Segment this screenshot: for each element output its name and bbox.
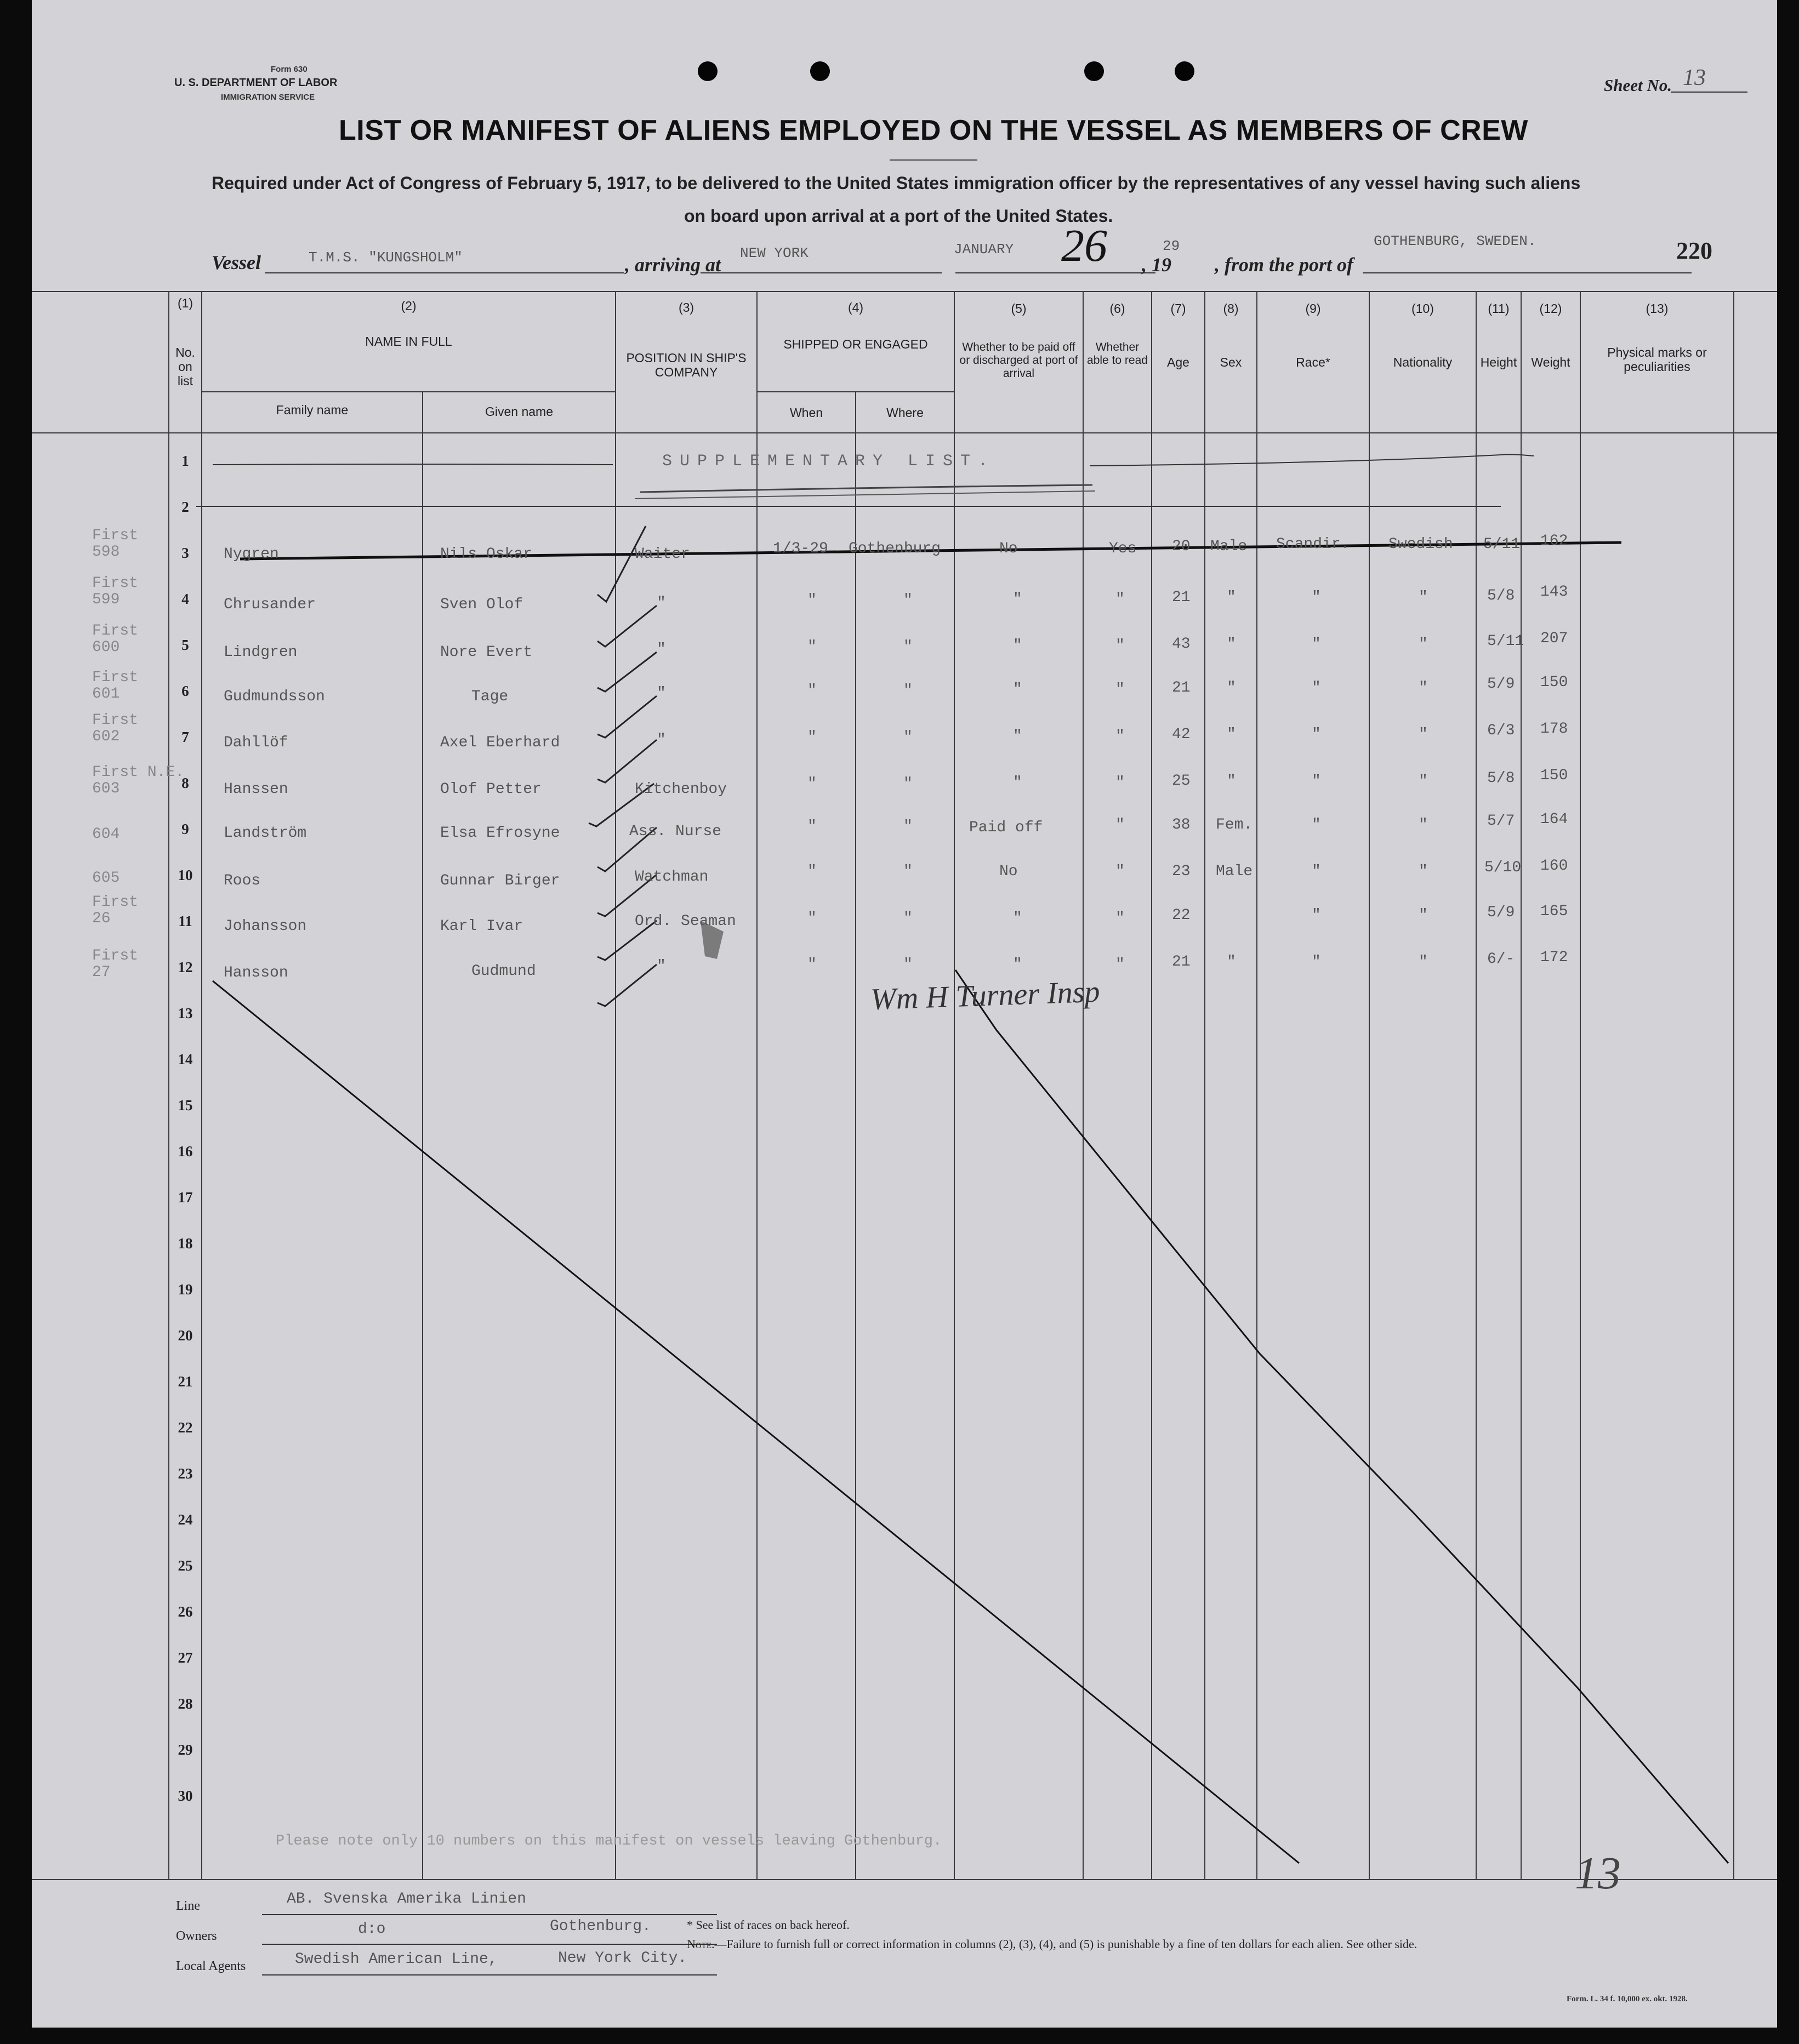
race: " xyxy=(1312,589,1321,606)
weight: 143 xyxy=(1540,584,1568,601)
position: " xyxy=(657,685,666,702)
row-number: 26 xyxy=(178,1603,193,1620)
year-label: , 19 xyxy=(1142,254,1171,276)
position: Watchman xyxy=(635,869,709,886)
arrival-day: 26 xyxy=(1061,220,1107,271)
weight: 207 xyxy=(1540,630,1568,647)
col-4-header: SHIPPED OR ENGAGED xyxy=(783,337,928,351)
margin-note: 604 xyxy=(92,826,120,843)
col-10-header: Nationality xyxy=(1393,355,1453,369)
col-13-number: (13) xyxy=(1646,301,1669,316)
vessel-name: T.M.S. "KUNGSHOLM" xyxy=(309,249,463,266)
paid-off: " xyxy=(1013,910,1022,927)
margin-note: First N.E. 603 xyxy=(92,764,185,797)
margin-note: First 599 xyxy=(92,575,139,608)
owners-value: d:o xyxy=(358,1921,386,1938)
gothenburg-note: Please note only 10 numbers on this manifest on vessels leaving Gothenburg. xyxy=(276,1833,942,1849)
departure-port: GOTHENBURG, SWEDEN. xyxy=(1374,233,1536,249)
height: 5/11 xyxy=(1483,536,1521,553)
from-port-label: , from the port of xyxy=(1215,254,1354,276)
col-4b-header: Where xyxy=(886,406,924,420)
col-12-header: Weight xyxy=(1531,355,1570,369)
able-to-read: Yes xyxy=(1109,540,1137,557)
col-8-header: Sex xyxy=(1220,355,1242,369)
family-name: Chrusander xyxy=(224,596,316,613)
given-name: Elsa Efrosyne xyxy=(440,825,560,842)
age: 22 xyxy=(1172,907,1191,924)
manifest-number: 220 xyxy=(1676,237,1712,264)
nationality: " xyxy=(1419,954,1428,970)
able-to-read: " xyxy=(1115,956,1125,973)
sex: " xyxy=(1227,954,1236,970)
age: 21 xyxy=(1172,680,1191,696)
col-11-number: (11) xyxy=(1488,301,1510,316)
row-number: 24 xyxy=(178,1511,193,1528)
shipped-where: Gothenburg xyxy=(849,540,941,557)
note-text: —Failure to furnish full or correct information in columns (2), (3), (4), and (5) is punishable by a fine of ten dollars for each alien. See other side. xyxy=(714,1937,1417,1951)
race: " xyxy=(1312,636,1321,653)
paid-off: " xyxy=(1013,774,1022,791)
sheet-number: 13 xyxy=(1683,65,1706,90)
paid-off: " xyxy=(1013,637,1022,654)
col-6-header: Whether able to read xyxy=(1087,341,1148,367)
margin-note: First 602 xyxy=(92,712,139,745)
sex: " xyxy=(1227,773,1236,790)
row-number: 15 xyxy=(178,1097,193,1114)
shipped-when: " xyxy=(807,818,817,835)
nationality: " xyxy=(1419,907,1428,924)
owners-city: Gothenburg. xyxy=(550,1918,651,1935)
margin-note: First 26 xyxy=(92,894,139,927)
sex: Male xyxy=(1216,863,1253,880)
able-to-read: " xyxy=(1115,817,1125,833)
race: " xyxy=(1312,726,1321,743)
family-name: Johansson xyxy=(224,918,307,935)
owners-underline xyxy=(262,1944,717,1945)
handwritten-page-number: 13 xyxy=(1575,1848,1621,1899)
row-number: 25 xyxy=(178,1557,193,1574)
height: 5/11 xyxy=(1487,633,1524,650)
able-to-read: " xyxy=(1115,728,1125,745)
position: Kitchenboy xyxy=(635,781,727,798)
paid-off: " xyxy=(1013,591,1022,608)
weight: 162 xyxy=(1540,533,1568,550)
shipped-where: " xyxy=(903,863,913,880)
able-to-read: " xyxy=(1115,637,1125,654)
sex: " xyxy=(1227,589,1236,606)
row-number: 7 xyxy=(181,729,189,745)
shipped-when: " xyxy=(807,956,817,973)
sex: Male xyxy=(1210,538,1248,555)
col-7-number: (7) xyxy=(1170,301,1186,316)
arrival-port: NEW YORK xyxy=(740,245,809,261)
family-name: Gudmundsson xyxy=(224,688,325,705)
given-name: Sven Olof xyxy=(440,596,523,613)
row-number: 8 xyxy=(181,775,189,791)
able-to-read: " xyxy=(1115,910,1125,927)
races-note: * See list of races on back hereof. xyxy=(687,1918,850,1932)
shipped-when: 1/3-29 xyxy=(773,540,828,557)
margin-note: First 27 xyxy=(92,947,139,981)
age: 43 xyxy=(1172,636,1191,653)
weight: 160 xyxy=(1540,858,1568,875)
sheet-label: Sheet No. xyxy=(1604,76,1672,95)
row-number: 18 xyxy=(178,1235,193,1252)
given-name: Nore Evert xyxy=(440,644,533,661)
paid-off: " xyxy=(1013,956,1022,973)
row-number: 27 xyxy=(178,1649,193,1666)
shipped-where: " xyxy=(903,729,913,746)
race: Scandir. xyxy=(1276,536,1350,553)
margin-note: First 600 xyxy=(92,623,139,656)
row-number: 2 xyxy=(181,499,189,515)
paid-off: " xyxy=(1013,728,1022,745)
position: " xyxy=(657,958,666,975)
given-name: Karl Ivar xyxy=(440,918,523,935)
agents-label: Local Agents xyxy=(176,1959,246,1973)
nationality: " xyxy=(1419,817,1428,833)
sex: " xyxy=(1227,636,1236,653)
paid-off: " xyxy=(1013,681,1022,698)
row-number: 13 xyxy=(178,1005,193,1021)
agents-underline xyxy=(262,1974,717,1976)
able-to-read: " xyxy=(1115,774,1125,791)
vessel-label: Vessel xyxy=(212,252,261,273)
arriving-label: , arriving at xyxy=(625,254,721,276)
able-to-read: " xyxy=(1115,863,1125,880)
col-2b-header: Given name xyxy=(485,404,553,419)
weight: 172 xyxy=(1540,949,1568,966)
shipped-when: " xyxy=(807,638,817,655)
note-label: Note. xyxy=(687,1937,715,1951)
row-number: 9 xyxy=(181,821,189,837)
position: " xyxy=(657,595,666,612)
sex: " xyxy=(1227,726,1236,743)
race: " xyxy=(1312,773,1321,790)
height: 6/3 xyxy=(1487,722,1515,739)
position: " xyxy=(657,732,666,749)
row-number: 4 xyxy=(181,591,189,607)
agents-value: Swedish American Line, xyxy=(295,1951,498,1968)
col-2a-header: Family name xyxy=(276,403,349,417)
weight: 165 xyxy=(1540,903,1568,920)
given-name: Gudmund xyxy=(471,963,536,980)
row-number: 14 xyxy=(178,1051,193,1067)
shipped-where: " xyxy=(903,592,913,609)
height: 6/- xyxy=(1487,951,1515,968)
row-number: 11 xyxy=(178,913,192,929)
shipped-when: " xyxy=(807,775,817,792)
position: Ord. Seaman xyxy=(635,913,736,930)
family-name: Nygren xyxy=(224,546,279,563)
col-3-number: (3) xyxy=(678,300,694,315)
shipped-where: " xyxy=(903,818,913,835)
family-name: Hanssen xyxy=(224,781,288,798)
col-8-number: (8) xyxy=(1223,301,1239,316)
supplementary-list-label: SUPPLEMENTARY LIST. xyxy=(662,452,996,471)
col-4a-header: When xyxy=(789,406,823,420)
position: Ass. Nurse xyxy=(629,823,722,840)
shipped-where: " xyxy=(903,638,913,655)
age: 21 xyxy=(1172,954,1191,970)
row-number: 3 xyxy=(181,545,189,561)
shipped-where: " xyxy=(903,682,913,699)
service-name: IMMIGRATION SERVICE xyxy=(221,93,315,102)
shipped-when: " xyxy=(807,592,817,609)
height: 5/7 xyxy=(1487,813,1515,830)
weight: 150 xyxy=(1540,674,1568,691)
weight: 164 xyxy=(1540,811,1568,828)
row-number: 10 xyxy=(178,867,193,883)
paid-off: Paid off xyxy=(969,819,1043,836)
col-11-header: Height xyxy=(1480,355,1517,369)
race: " xyxy=(1312,907,1321,924)
row-number: 16 xyxy=(178,1143,193,1160)
page-title: LIST OR MANIFEST OF ALIENS EMPLOYED ON THE VESSEL AS MEMBERS OF CREW xyxy=(339,115,1528,146)
row-number: 1 xyxy=(181,453,189,469)
margin-note: First 598 xyxy=(92,527,139,561)
row-number: 28 xyxy=(178,1695,193,1712)
arrival-year: 29 xyxy=(1163,238,1180,254)
line-underline xyxy=(262,1914,717,1915)
age: 20 xyxy=(1172,538,1191,555)
row-number: 12 xyxy=(178,959,193,975)
family-name: Roos xyxy=(224,872,261,889)
line-label: Line xyxy=(176,1899,200,1913)
able-to-read: " xyxy=(1115,591,1125,608)
line-value: AB. Svenska Amerika Linien xyxy=(287,1891,526,1908)
row-number: 5 xyxy=(181,637,189,653)
shipped-when: " xyxy=(807,682,817,699)
col-10-number: (10) xyxy=(1411,301,1434,316)
margin-note: First 601 xyxy=(92,669,139,703)
age: 21 xyxy=(1172,589,1191,606)
col-12-number: (12) xyxy=(1539,301,1562,316)
sex: " xyxy=(1227,680,1236,696)
height: 5/8 xyxy=(1487,770,1515,787)
col-3-header: POSITION IN SHIP'S COMPANY xyxy=(626,351,747,379)
age: 38 xyxy=(1172,817,1191,833)
nationality: " xyxy=(1419,726,1428,743)
weight: 178 xyxy=(1540,721,1568,738)
given-name: Gunnar Birger xyxy=(440,872,560,889)
family-name: Landström xyxy=(224,825,307,842)
sex: Fem. xyxy=(1216,817,1253,833)
row-number: 6 xyxy=(181,683,189,699)
shipped-when: " xyxy=(807,910,817,927)
col-7-header: Age xyxy=(1167,355,1189,369)
owners-label: Owners xyxy=(176,1929,217,1943)
shipped-when: " xyxy=(807,863,817,880)
family-name: Dahllöf xyxy=(224,734,288,751)
race: " xyxy=(1312,954,1321,970)
agents-city: New York City. xyxy=(558,1950,687,1967)
department-name: U. S. DEPARTMENT OF LABOR xyxy=(174,77,338,89)
col-5-number: (5) xyxy=(1011,301,1027,316)
col-9-number: (9) xyxy=(1305,301,1321,316)
weight: 150 xyxy=(1540,767,1568,784)
col-9-header: Race* xyxy=(1296,355,1330,369)
row-number: 19 xyxy=(178,1281,193,1298)
row-number: 23 xyxy=(178,1465,193,1482)
nationality: " xyxy=(1419,680,1428,696)
row-number: 21 xyxy=(178,1373,193,1390)
given-name: Axel Eberhard xyxy=(440,734,560,751)
nationality: " xyxy=(1419,636,1428,653)
nationality: Swedish xyxy=(1388,536,1453,553)
row-number: 20 xyxy=(178,1327,193,1344)
age: 23 xyxy=(1172,863,1191,880)
inspector-signature: Wm H Turner Insp xyxy=(870,974,1101,1017)
race: " xyxy=(1312,863,1321,880)
nationality: " xyxy=(1419,773,1428,790)
family-name: Hansson xyxy=(224,964,288,981)
family-name: Lindgren xyxy=(224,644,298,661)
shipped-where: " xyxy=(903,956,913,973)
margin-note: 605 xyxy=(92,870,120,887)
height: 5/9 xyxy=(1487,676,1515,693)
nationality: " xyxy=(1419,863,1428,880)
manifest-page xyxy=(32,0,1777,2028)
height: 5/10 xyxy=(1484,859,1522,876)
race: " xyxy=(1312,680,1321,696)
given-name: Olof Petter xyxy=(440,781,542,798)
subtitle-line-1: Required under Act of Congress of February 5, 1917, to be delivered to the United States immigration officer by the representatives of any vessel having such aliens xyxy=(212,173,1581,193)
row-number: 29 xyxy=(178,1742,193,1758)
row-number: 22 xyxy=(178,1419,193,1436)
col-4-number: (4) xyxy=(847,300,864,315)
position: Waiter xyxy=(635,546,690,563)
given-name: Tage xyxy=(471,688,509,705)
given-name: Nils Oskar xyxy=(440,546,533,563)
height: 5/8 xyxy=(1487,587,1515,604)
row-number: 30 xyxy=(178,1788,193,1804)
row-number: 17 xyxy=(178,1189,193,1206)
paid-off: No xyxy=(999,863,1018,880)
shipped-when: " xyxy=(807,729,817,746)
col-1-number: (1) xyxy=(177,296,193,310)
form-print-note: Form. L. 34 f. 10,000 ex. okt. 1928. xyxy=(1567,1995,1688,2003)
col-6-number: (6) xyxy=(1109,301,1125,316)
able-to-read: " xyxy=(1115,681,1125,698)
form-number: Form 630 xyxy=(271,65,308,74)
col-5-header: Whether to be paid off or discharged at port of arrival xyxy=(959,341,1078,380)
age: 25 xyxy=(1172,773,1191,790)
height: 5/9 xyxy=(1487,904,1515,921)
shipped-where: " xyxy=(903,910,913,927)
paid-off: No xyxy=(999,540,1018,557)
failure-note xyxy=(687,1937,1417,1951)
arrival-month: JANUARY xyxy=(954,241,1014,258)
col-2-header: NAME IN FULL xyxy=(365,334,452,349)
age: 42 xyxy=(1172,726,1191,743)
col-13-header: Physical marks or peculiarities xyxy=(1607,345,1707,374)
shipped-where: " xyxy=(903,775,913,792)
race: " xyxy=(1312,817,1321,833)
position: " xyxy=(657,641,666,658)
nationality: " xyxy=(1419,589,1428,606)
subtitle-line-2: on board upon arrival at a port of the United States. xyxy=(684,206,1113,226)
col-2-number: (2) xyxy=(401,299,417,313)
col-1-header: No. on list xyxy=(175,345,195,388)
